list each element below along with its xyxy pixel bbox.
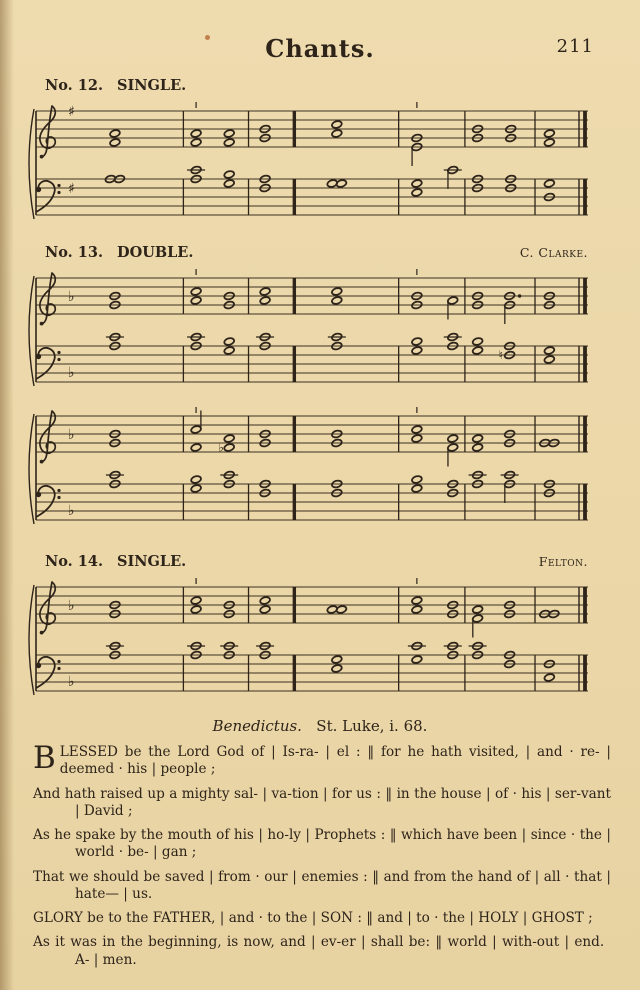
svg-text:♭: ♭ [68,427,75,443]
music-system-svg [28,574,600,704]
heading-no12 [45,77,612,94]
music-system-no13-b [28,403,600,533]
verse-text: That we should be saved | from · our | enemies : ‖ and from the hand of | all · that | hate— | us. [33,868,611,902]
svg-text:♭: ♭ [68,598,75,614]
system-gap [28,395,612,403]
svg-text:♯: ♯ [68,181,75,197]
verse-text: As he spake by the mouth of his | ho-ly | Prophets : ‖ which have been | since · the | world · be- | gan ; [33,827,611,861]
verse-text: As it was in the beginning, is now, and | ev-er | shall be: ‖ world | with-out | end. A- | men. [33,934,611,968]
music-system-no14 [28,574,600,704]
verse-text: GLORY be to the FATHER, | and · to the | SON : ‖ and | to · the | HOLY | GHOST ; [33,910,593,926]
svg-text:♭: ♭ [68,674,75,690]
chant-number: No. 13. [45,244,103,261]
page-number: 211 [556,36,594,57]
chant-type: SINGLE. [117,77,187,94]
chant-number: No. 14. [45,553,103,570]
verse-6 [33,934,611,969]
music-system-svg [28,403,600,533]
chant-type: SINGLE. [117,553,187,570]
verse-text: And hath raised up a mighty sal- | va-tion | for us : ‖ in the house | of · his | ser-vant | David ; [33,785,611,819]
verse-1 [33,740,611,779]
svg-text:♭: ♭ [68,503,75,519]
svg-text:♭: ♭ [68,365,75,381]
chant-number: No. 12. [45,77,103,94]
verse-2 [33,786,611,821]
chant-type: DOUBLE. [117,244,194,261]
svg-text:♭: ♭ [218,440,224,455]
music-system-no12 [28,98,600,228]
canticle-name: Benedictus. [212,717,302,735]
composer-name: C. Clarke. [519,245,588,260]
music-system-no13-a [28,265,600,395]
svg-text:♮: ♮ [498,348,503,362]
composer-name: Felton. [538,554,588,569]
canticle-reference: St. Luke, i. 68. [316,717,428,735]
heading-no13 [45,244,612,261]
verse-5 [33,910,611,927]
page-header [28,34,612,68]
page-title: Chants. [265,34,375,63]
canticle-verses [33,740,611,969]
canticle-title [28,717,612,735]
verse-3 [33,827,611,862]
svg-text:♭: ♭ [68,289,75,305]
music-system-svg [28,265,600,395]
verse-text: LESSED be the Lord God of | Is-ra- | el : ‖ for he hath visited, | and · re- | deemed · his | people ; [59,744,611,778]
music-system-svg [28,98,600,228]
heading-no14 [45,553,612,570]
svg-text:♯: ♯ [68,104,75,120]
verse-4 [33,869,611,904]
drop-cap: B [33,740,56,776]
